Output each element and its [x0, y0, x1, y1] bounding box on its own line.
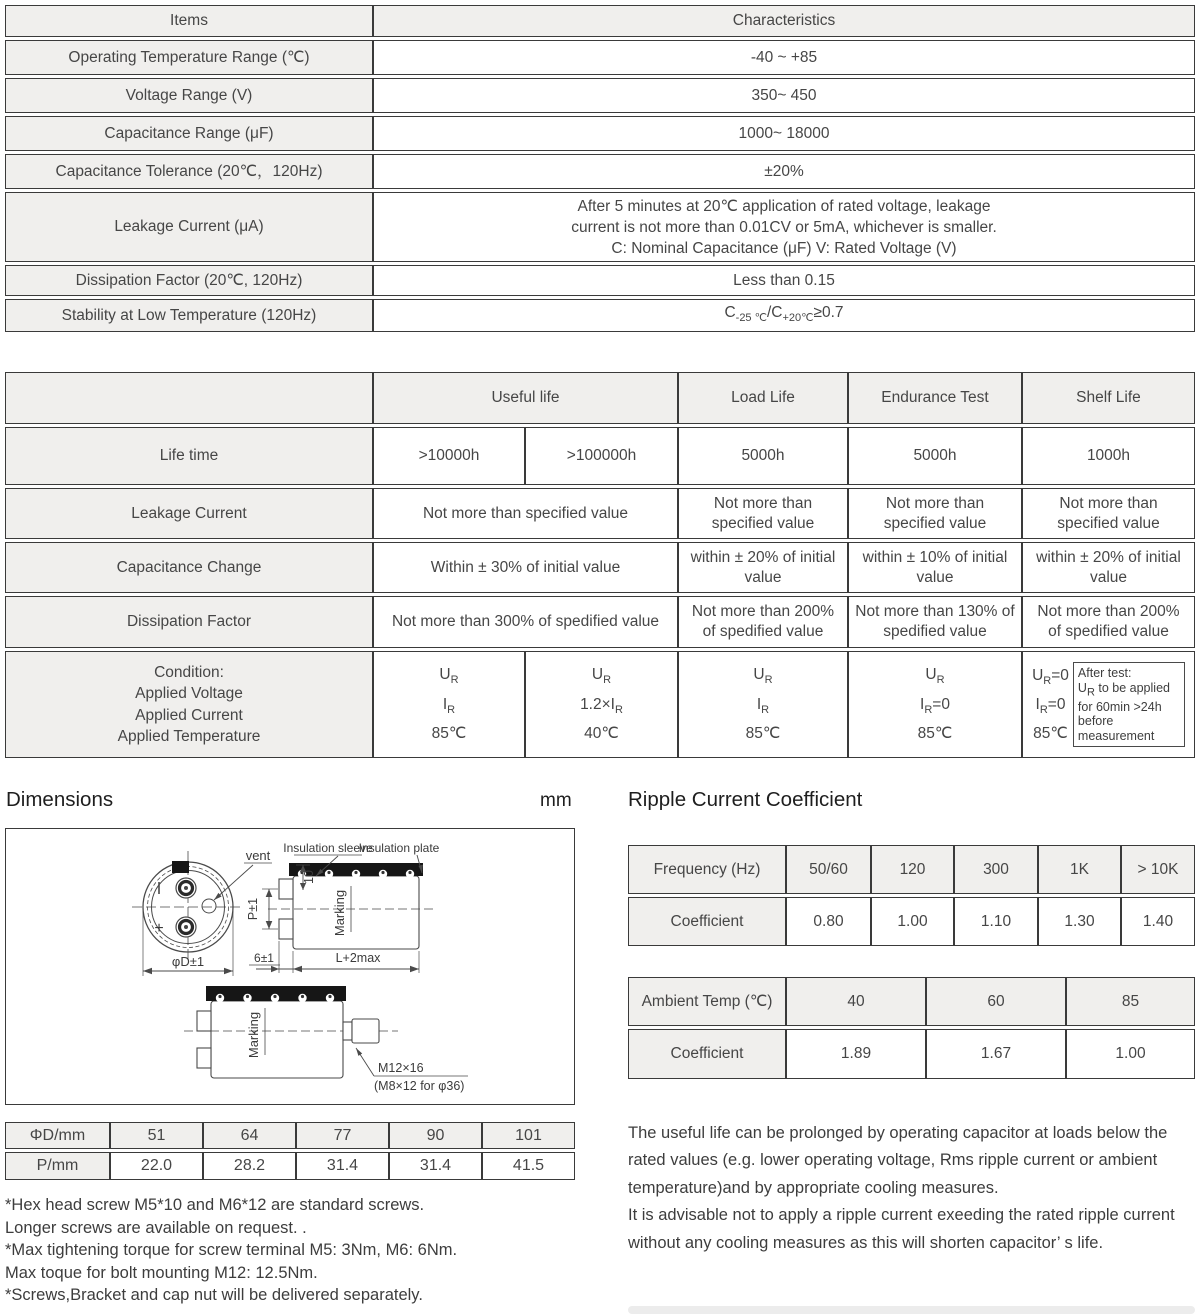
size-value: 31.4: [296, 1152, 389, 1180]
bolt-spec-line2: (M8×12 for φ36): [374, 1079, 465, 1093]
cond-value: 85℃: [1033, 725, 1068, 743]
df-endurance: Not more than 130% of spedified value: [848, 596, 1022, 648]
size-value: 22.0: [110, 1152, 203, 1180]
after-test-note: [1073, 662, 1185, 747]
condition-line: Condition:: [154, 663, 224, 681]
screw-notes: [5, 1194, 605, 1307]
cond-value: $U_R$: [925, 666, 945, 687]
coeff-value: 0.80: [786, 897, 871, 946]
col-header-endurance-test: Endurance Test: [848, 372, 1022, 424]
l-dim-label: L+2max: [335, 951, 381, 965]
bolt-spec-line1: M12×16: [378, 1061, 424, 1075]
size-header-value: 101: [482, 1122, 575, 1149]
condition-line: Applied Temperature: [117, 728, 261, 745]
capchange-shelf: within ± 20% of initial value: [1022, 542, 1195, 593]
freq-value: 120: [871, 845, 954, 894]
life-load: 5000h: [678, 427, 848, 485]
leakage-line-1: After 5 minutes at 20℃ application of rated voltage, leakage: [577, 197, 991, 215]
freq-value: 50/60: [786, 845, 871, 894]
row-label: Life time: [5, 427, 373, 485]
size-header-value: 64: [203, 1122, 296, 1149]
coeff-value: 1.30: [1038, 897, 1121, 946]
p-dim-label: P±1: [246, 897, 260, 921]
formula-part: ≥0.7: [813, 303, 844, 321]
diameter-dim-label: φD±1: [171, 954, 205, 969]
coeff-value: 1.10: [954, 897, 1038, 946]
side-terminal-2: [279, 919, 293, 939]
coeff-value: 1.89: [786, 1029, 926, 1079]
freq-value: > 10K: [1121, 845, 1195, 894]
size-table: [5, 1119, 575, 1183]
terminal-negative: [176, 878, 196, 898]
condition-load: [678, 651, 848, 758]
condition-useful-1: [373, 651, 525, 758]
col-header-useful-life: Useful life: [373, 372, 678, 424]
cond-value: $I_R$: [756, 695, 770, 716]
col-header-characteristics: Characteristics: [373, 5, 1195, 37]
temperature-coefficient-table: [628, 974, 1195, 1082]
capacitor-dimension-drawing: [5, 828, 575, 1105]
polarity-notch: [172, 861, 189, 873]
condition-shelf: [1022, 651, 1195, 758]
freq-value: 1K: [1038, 845, 1121, 894]
col-header-shelf-life: Shelf Life: [1022, 372, 1195, 424]
row-value: 350~ 450: [373, 78, 1195, 113]
condition-line: Applied Current: [135, 706, 243, 724]
leakage-shelf: Not more than specified value: [1022, 488, 1195, 539]
formula-part: C: [724, 303, 736, 321]
condition-label: [5, 651, 373, 758]
freq-header: Frequency (Hz): [628, 845, 786, 894]
leakage-load: Not more than specified value: [678, 488, 848, 539]
leakage-line-2: current is not more than 0.01CV or 5mA, whichever is smaller.: [571, 218, 997, 236]
size-value: 41.5: [482, 1152, 575, 1180]
condition-line: Applied Voltage: [135, 685, 243, 702]
condition-useful-2: [525, 651, 678, 758]
side-view: [246, 841, 440, 973]
life-endurance: 5000h: [848, 427, 1022, 485]
leakage-line-3: C: Nominal Capacitance (μF) V: Rated Voltage (V): [611, 239, 957, 257]
paragraph-2: It is advisable not to apply a ripple current exeeding the rated ripple current without any cooling measures as this will shorten capacitor’ s life.: [628, 1206, 1175, 1252]
col-header-load-life: Load Life: [678, 372, 848, 424]
marking-label-side: Marking: [332, 889, 347, 937]
size-value: 28.2: [203, 1152, 296, 1180]
cond-value: $1.2\times I_R$: [580, 695, 623, 716]
leakage-current-description: [373, 192, 1195, 262]
cond-value: $U_R$: [753, 666, 773, 687]
row-value: -40 ~ +85: [373, 40, 1195, 75]
condition-endurance: [848, 651, 1022, 758]
insulation-plate-label: Insulation plate: [358, 841, 440, 855]
df-shelf: Not more than 200% of spedified value: [1022, 596, 1195, 648]
leakage-endurance: Not more than specified value: [848, 488, 1022, 539]
note-line: $U_R$ to be applied: [1077, 680, 1170, 698]
note-line: *Hex head screw M5*10 and M6*12 are standard screws.: [5, 1196, 425, 1214]
useful-life-text: [628, 1120, 1200, 1257]
life-useful-1: >10000h: [373, 427, 525, 485]
row-label: Leakage Current (μA): [5, 192, 373, 262]
row-label: Voltage Range (V): [5, 78, 373, 113]
size-header-value: 77: [296, 1122, 389, 1149]
capchange-endurance: within ± 10% of initial value: [848, 542, 1022, 593]
cond-value: 85℃: [917, 724, 953, 742]
shelf-cond-values: [1032, 664, 1069, 745]
coeff-value: 1.40: [1121, 897, 1195, 946]
row-label: Capacitance Change: [5, 542, 373, 593]
cond-value: 40℃: [584, 724, 619, 742]
formula-part: /C: [766, 303, 783, 321]
dimensions-unit: mm: [540, 790, 572, 811]
capchange-load: within ± 20% of initial value: [678, 542, 848, 593]
coeff-label: Coefficient: [628, 1029, 786, 1079]
insulation-sleeve-label: Insulation sleeve: [283, 841, 373, 855]
row-label: Stability at Low Temperature (120Hz): [5, 299, 373, 332]
cond-value: $I_R=0$: [1035, 696, 1066, 717]
leakage-useful: Not more than specified value: [373, 488, 678, 539]
freq-value: 300: [954, 845, 1038, 894]
df-useful: Not more than 300% of spedified value: [373, 596, 678, 648]
row-value: ±20%: [373, 154, 1195, 189]
drawing-svg: [6, 829, 574, 1103]
frequency-coefficient-table: [628, 842, 1195, 949]
note-line: *Max tightening torque for screw terminal M5: 3Nm, M6: 6Nm.: [5, 1241, 458, 1260]
formula-sub: -25 ℃: [735, 312, 767, 325]
vent-hole: [202, 899, 216, 913]
note-line: After test:: [1077, 666, 1132, 680]
note-line: measurement: [1077, 728, 1155, 743]
terminal-positive: [176, 917, 196, 937]
temp-header: Ambient Temp (℃): [628, 977, 786, 1026]
bottom-terminal-2: [197, 1048, 211, 1068]
note-line: Max toque for bolt mounting M12: 12.5Nm.: [5, 1263, 318, 1282]
bolt-neck: [343, 1022, 352, 1040]
temp-value: 60: [926, 977, 1066, 1026]
size-header-value: 90: [389, 1122, 482, 1149]
size-value: 31.4: [389, 1152, 482, 1180]
characteristics-table: [5, 2, 1195, 335]
vent-label: vent: [245, 848, 271, 863]
bottom-terminal-1: [197, 1011, 211, 1031]
cond-value: 85℃: [745, 724, 781, 742]
note-line: *Screws,Bracket and cap nut will be delivered separately.: [5, 1286, 423, 1305]
size-header-label: ΦD/mm: [5, 1122, 110, 1149]
coeff-label: Coefficient: [628, 897, 786, 946]
plus-mark: +: [154, 920, 164, 937]
marking-label-bottom: Marking: [246, 1011, 261, 1059]
cond-value: 85℃: [431, 724, 467, 742]
ripple-title: Ripple Current Coefficient: [628, 788, 863, 811]
coeff-value: 1.67: [926, 1029, 1066, 1079]
size-row-label: P/mm: [5, 1152, 110, 1180]
row-value: 1000~ 18000: [373, 116, 1195, 151]
note-line: Longer screws are available on request. .: [5, 1218, 307, 1237]
temp-value: 85: [1066, 977, 1195, 1026]
df-load: Not more than 200% of spedified value: [678, 596, 848, 648]
note-line: for 60min >24h: [1077, 699, 1162, 714]
row-value: Less than 0.15: [373, 265, 1195, 296]
bottom-view: [184, 986, 468, 1093]
life-test-table: [5, 369, 1195, 761]
empty-header-cell: [5, 372, 373, 424]
temp-value: 40: [786, 977, 926, 1026]
life-useful-2: >100000h: [525, 427, 678, 485]
size-header-value: 51: [110, 1122, 203, 1149]
cond-value: $U_R$: [439, 666, 459, 687]
cond-value: $I_R$: [442, 695, 456, 716]
cond-value: $I_R=0$: [920, 695, 950, 716]
bolt-head: [352, 1019, 379, 1043]
footer-divider: [628, 1306, 1195, 1314]
col-header-items: Items: [5, 5, 373, 37]
row-label: Leakage Current: [5, 488, 373, 539]
cond-value: $U_R=0$: [1032, 666, 1069, 687]
dimensions-title: Dimensions: [6, 788, 114, 811]
six-dim-label: 6±1: [254, 951, 274, 965]
side-terminal-1: [279, 879, 293, 899]
note-line: before: [1077, 714, 1114, 728]
row-label: Capacitance Tolerance (20℃，120Hz): [5, 154, 373, 189]
row-label: Operating Temperature Range (℃): [5, 40, 373, 75]
capchange-useful: Within ± 30% of initial value: [373, 542, 678, 593]
formula-sub: +20℃: [782, 312, 814, 325]
paragraph-1: The useful life can be prolonged by operating capacitor at loads below the rated values (e.g. lower operating voltage, Rms ripple current or ambient temperature)and by appropriate cooling measures.: [628, 1124, 1168, 1197]
ten-dim-label: 10: [302, 870, 316, 884]
row-label: Dissipation Factor (20℃, 120Hz): [5, 265, 373, 296]
life-shelf: 1000h: [1022, 427, 1195, 485]
coeff-value: 1.00: [871, 897, 954, 946]
row-label: Capacitance Range (μF): [5, 116, 373, 151]
row-label: Dissipation Factor: [5, 596, 373, 648]
cond-value: $U_R$: [591, 666, 612, 687]
stability-formula: [373, 299, 1195, 332]
coeff-value: 1.00: [1066, 1029, 1195, 1079]
